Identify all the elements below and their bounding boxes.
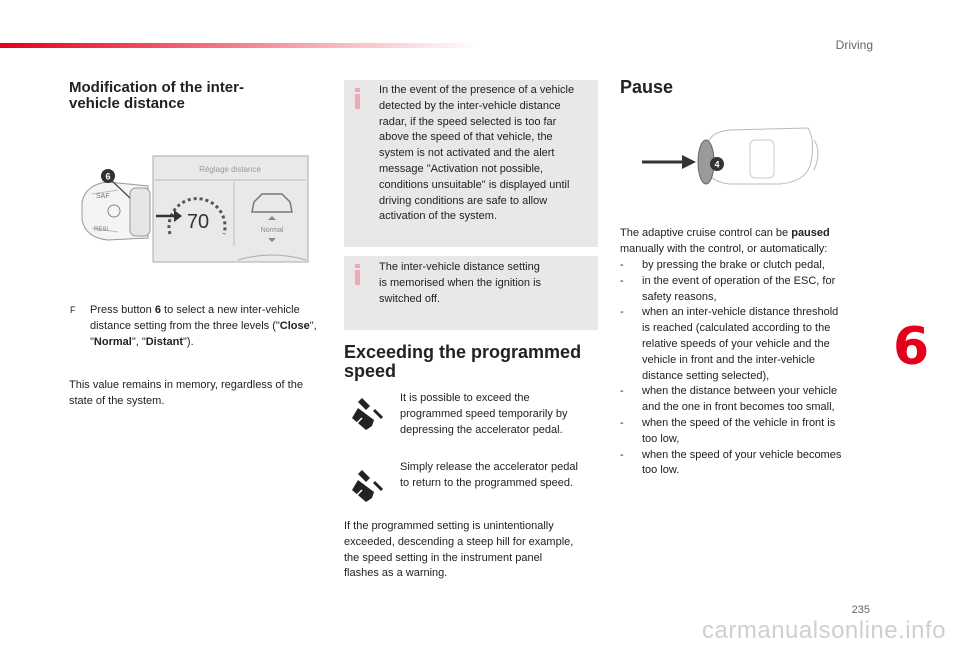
stalk-label-bottom: RESI [94, 227, 109, 233]
instruction-bullet: F [70, 305, 76, 315]
list-item: - when the speed of the vehicle in front is too low, [620, 416, 870, 448]
info-memory-text: The inter-vehicle distance setting is memorised when the ignition is switched off. [379, 261, 542, 305]
info-icon [355, 264, 360, 285]
list-item: - in the event of operation of the ESC, for safety reasons, [620, 274, 870, 306]
distance-title-line1: Modification of the inter- [69, 79, 244, 96]
exceeding-section-title: Exceeding the programmed speed [344, 342, 582, 381]
list-item: - when an inter-vehicle distance threshold is reached (calculated according to the relative speeds of your vehicle and the vehicle in front and the inter-vehicle distance setting selected), [620, 305, 870, 384]
release-text: Simply release the accelerator pedal to return to the programmed speed. [400, 461, 578, 489]
display-setting: Normal [260, 227, 284, 234]
watermark: carmanualsonline.info [702, 617, 946, 644]
list-item: - by pressing the brake or clutch pedal, [620, 258, 870, 274]
display-title: Réglage distance [199, 165, 261, 174]
memory-paragraph: This value remains in memory, regardless of the state of the system. [69, 379, 303, 407]
chapter-number: 6 [893, 317, 930, 377]
button-number: 6 [154, 304, 161, 316]
list-item: - when the distance between your vehicle and the one in front becomes too small, [620, 384, 870, 416]
info-box-memory [344, 256, 598, 330]
instruction-paragraph: F Press button 6 to select a new inter-vehicle distance setting from the three levels ("Close", "Normal", "Distant"). [70, 304, 317, 348]
option-close: Close [279, 319, 310, 332]
distance-section-title [69, 80, 244, 112]
warning-text: If the programmed setting is unintentionally exceeded, descending a steep hill for example, the speed setting in the instrument panel flashes as a warning. [344, 520, 574, 580]
distance-title-line2: vehicle distance [69, 95, 185, 112]
pause-conditions-list [620, 258, 870, 479]
display-speed: 70 [186, 211, 210, 233]
pause-section-title: Pause [620, 77, 674, 97]
list-item: - when the speed of your vehicle becomes too low. [620, 448, 870, 480]
header-accent-bar [0, 43, 480, 48]
distance-setting-illustration [78, 154, 310, 264]
pause-intro: The adaptive cruise control can be paused manually with the control, or automatically: [620, 227, 830, 255]
stalk-label-top: SAF [96, 193, 110, 200]
info-radar-text: In the event of the presence of a vehicle detected by the inter-vehicle distance radar, if the speed selected is too far above the speed of that vehicle, the system is not activated and the alert message "Activation not possible, conditions unsuitable" is displayed until driving conditions are safe to allow activation of the system. [379, 84, 575, 223]
option-distant: Distant [145, 335, 184, 348]
paused-emphasis: paused [791, 227, 830, 239]
option-normal: Normal [93, 335, 132, 348]
page-number: 235 [851, 604, 870, 616]
pause-stalk-illustration [640, 122, 820, 194]
foot-pedal-icon [348, 396, 384, 432]
info-icon [355, 88, 360, 109]
info-box-radar [344, 80, 598, 247]
foot-release-icon [348, 468, 384, 504]
button-6-label: 6 [105, 171, 111, 182]
section-label: Driving [835, 38, 873, 52]
exceed-text: It is possible to exceed the programmed speed temporarily by depressing the accelerator pedal. [400, 392, 568, 436]
button-4-label: 4 [714, 159, 720, 170]
